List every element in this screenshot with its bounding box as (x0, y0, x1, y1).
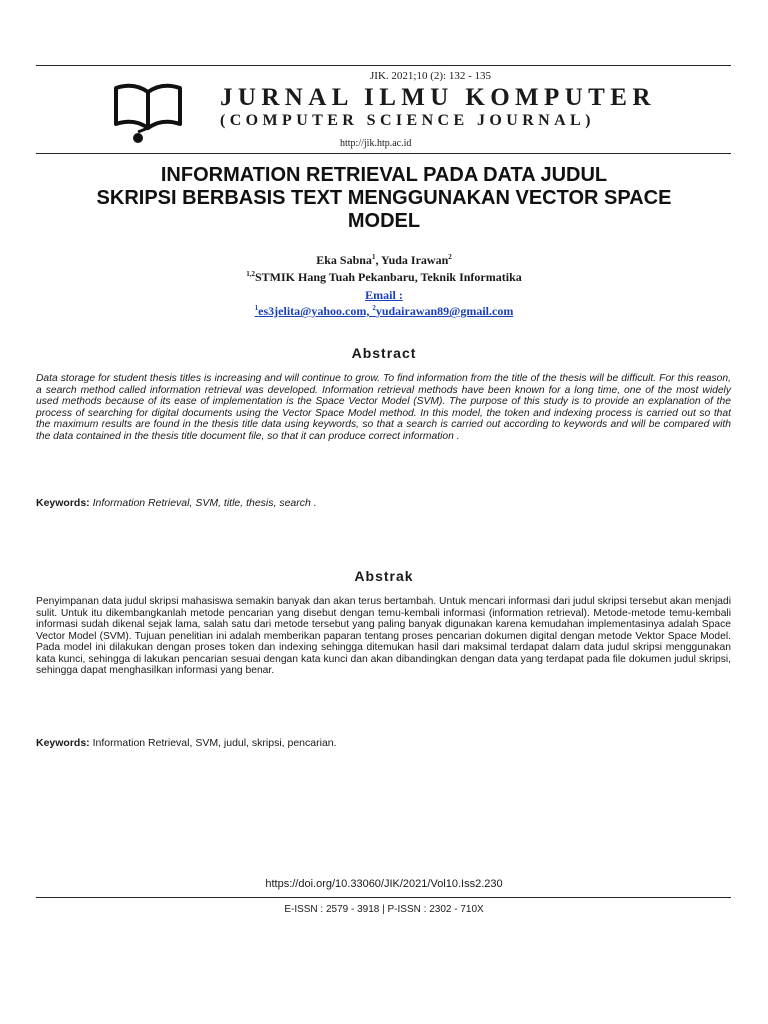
email-2-link[interactable]: yudairawan89@gmail.com (375, 304, 514, 318)
journal-subtitle: (COMPUTER SCIENCE JOURNAL) (220, 112, 595, 129)
email-label: Email : (365, 288, 403, 302)
affiliation-text: STMIK Hang Tuah Pekanbaru, Teknik Informatika (254, 270, 522, 284)
email-1-link[interactable]: es3jelita@yahoo.com, (258, 304, 370, 318)
abstrak-heading: Abstrak (354, 568, 414, 584)
doi-link[interactable]: https://doi.org/10.33060/JIK/2021/Vol10.Iss2.230 (265, 878, 503, 890)
abstract-keywords-list: Information Retrieval, SVM, title, thesis, search . (89, 497, 317, 509)
author-1: Eka Sabna (316, 253, 372, 267)
affiliation (0, 270, 768, 285)
abstrak-text: Penyimpanan data judul skripsi mahasiswa semakin banyak dan akan terus bertambah. Untuk mencari informasi dari judul skripsi tersebut akan menjadi sulit. Untuk itu dikembangkanlah metode pencarian yang disebut dengan temu-kembali informasi (information retrieval). Metode-metode temu-kembali informasi sudah dikenal sejak lama, salah satu dari metode tersebut yang paling banyak digunakan karena kemudahan implementasinya adalah Space Vector Model (SVM). Tujuan penelitian ini adalah memberikan paparan tentang proses pencarian dokumen digital dengan metode Vektor Space Model. Pada model ini dilakukan dengan proses token dan indexing sehingga ditemukan hasil dari maksimal terdapat dalam data judul skripsi menggunakan kata kunci, sehingga di lakukan pencarian sesuai dengan kata kunci dan akan dibandingkan dengan data yang terdapat pada file dokumen judul skripsi, sehingga dapat menghasilkan informasi yang benar. (36, 596, 731, 676)
header-rule (36, 153, 731, 154)
open-book-icon (112, 80, 192, 146)
citation: JIK. 2021;10 (2): 132 - 135 (370, 70, 491, 82)
top-rule (36, 65, 731, 66)
paper-title (40, 164, 728, 233)
author-2: Yuda Irawan (381, 253, 449, 267)
issn: E-ISSN : 2579 - 3918 | P-ISSN : 2302 - 710X (284, 904, 484, 915)
title-line-1: INFORMATION RETRIEVAL PADA DATA JUDUL (160, 164, 608, 186)
abstrak-keywords (36, 737, 731, 749)
author-separator: , (375, 253, 381, 267)
email-1-sup: 1 (254, 304, 259, 312)
email-2-sup: 2 (372, 304, 376, 312)
abstract-text: Data storage for student thesis titles is increasing and will continue to grow. To find information from the title of the thesis will be difficult. For this reason, a search method called information retrieval was developed. Information retrieval methods have been known for a long time, one of the most widely used methods because of its ease of implementation is the Space Vector Model (SVM). The purpose of this study is to provide an explanation of the process of searching for digital documents using the Vector Space Model method. In this model, the token and indexing process is carried out so that the maximum results are found in the thesis title data using keywords, so that a search is carried out according to keywords and will be compared with the data contained in the thesis title document file, so that it can produce correct information . (36, 373, 731, 442)
title-line-2: SKRIPSI BERBASIS TEXT MENGGUNAKAN VECTOR SPACE (96, 187, 672, 209)
affiliation-sup: 1,2 (246, 270, 255, 278)
footer-rule (36, 897, 731, 898)
authors (0, 253, 768, 268)
abstrak-keywords-label: Keywords: (36, 737, 90, 749)
abstract-keywords-label: Keywords: (36, 497, 90, 509)
author-2-sup: 2 (448, 253, 452, 261)
journal-name: JURNAL ILMU KOMPUTER (220, 84, 656, 111)
abstrak-keywords-list: Information Retrieval, SVM, judul, skripsi, pencarian. (89, 737, 337, 749)
email-list (0, 304, 768, 319)
abstract-heading: Abstract (351, 345, 417, 361)
journal-url[interactable]: http://jik.htp.ac.id (340, 138, 412, 149)
title-line-3: MODEL (347, 210, 421, 232)
author-1-sup: 1 (371, 253, 376, 261)
abstract-keywords (36, 497, 731, 509)
